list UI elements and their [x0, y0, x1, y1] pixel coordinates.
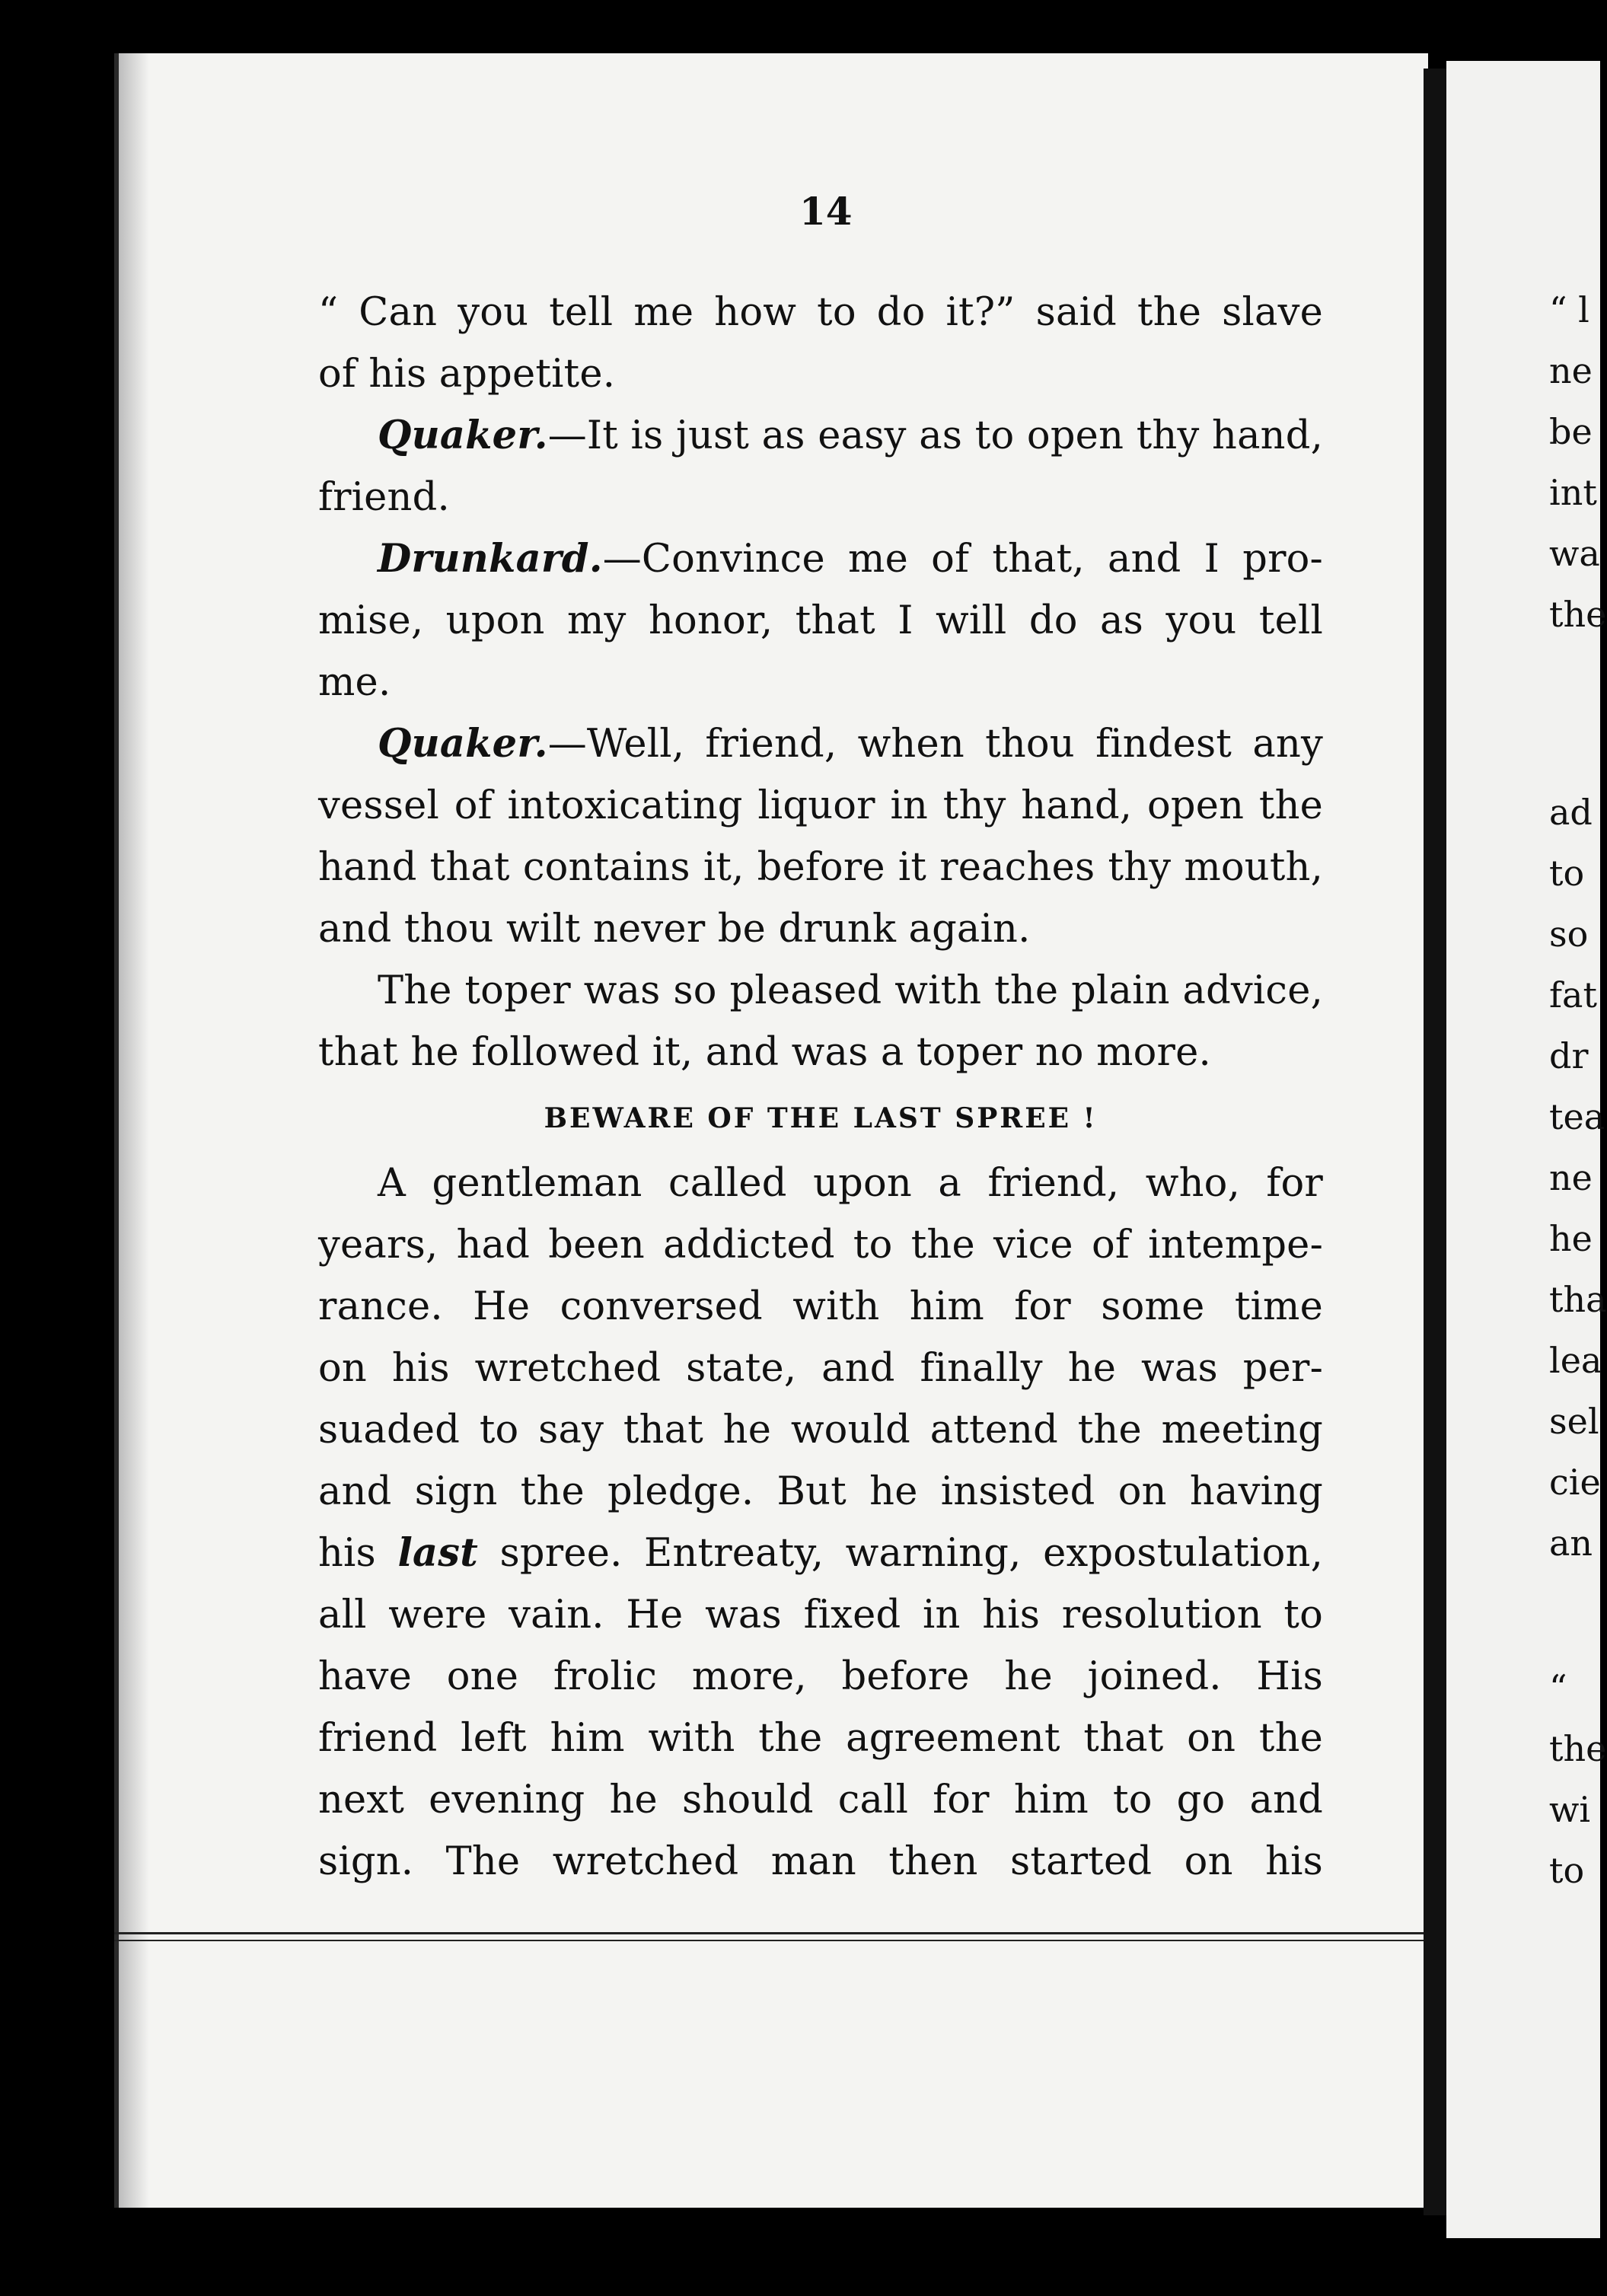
text-segment: —Well, friend, when thou findest any: [547, 722, 1323, 767]
right-page-fragment: tea: [1549, 1096, 1605, 1137]
right-page-fragment: fat: [1549, 974, 1597, 1016]
text-line: [318, 1708, 1323, 1769]
text-line: [318, 775, 1323, 837]
text-line: [318, 405, 1323, 467]
text-line: [318, 282, 1323, 343]
text-segment: spree. Entreaty, warning, expostulation,: [477, 1531, 1324, 1576]
text-line: [318, 1523, 1323, 1584]
page-number: 14: [799, 189, 853, 234]
text-segment: A gentleman called upon a friend, who, for: [378, 1161, 1323, 1206]
text-segment: —Convince me of that, and I pro-: [602, 537, 1323, 582]
text-segment: friend left him with the agreement that on the: [318, 1716, 1323, 1761]
text-segment: mise, upon my honor, that I will do as you tell: [318, 598, 1323, 643]
emphasis-text: Quaker.: [378, 721, 548, 767]
right-page-fragment: the: [1549, 594, 1607, 635]
text-line: [318, 1646, 1323, 1708]
right-page-fragment: ad: [1549, 792, 1593, 833]
emphasis-text: Drunkard.: [378, 536, 603, 582]
text-segment: on his wretched state, and finally he was per-: [318, 1346, 1323, 1391]
text-line: [318, 1584, 1323, 1646]
page-bottom-rule-secondary: [114, 1940, 1424, 1941]
right-page-fragment: int: [1549, 472, 1597, 513]
text-line: [318, 1153, 1323, 1214]
text-line: [318, 343, 1323, 405]
text-line: [318, 713, 1323, 775]
page-bottom-rule: [114, 1932, 1424, 1934]
right-page-fragment: wi: [1549, 1789, 1591, 1830]
text-segment: rance. He conversed with him for some time: [318, 1284, 1323, 1329]
text-segment: and sign the pledge. But he insisted on having: [318, 1469, 1323, 1514]
emphasis-text: Quaker.: [378, 413, 548, 458]
text-line: [318, 837, 1323, 898]
text-line: [318, 1769, 1323, 1831]
text-line: [318, 1338, 1323, 1399]
text-segment: “ Can you tell me how to do it?” said the slave: [318, 290, 1323, 335]
text-line: [318, 960, 1323, 1022]
text-segment: that he followed it, and was a toper no more.: [318, 1030, 1211, 1075]
right-page-fragment: wa: [1549, 533, 1600, 574]
text-segment: suaded to say that he would attend the meeting: [318, 1408, 1323, 1453]
text-line: [318, 1276, 1323, 1338]
text-segment: friend.: [318, 475, 450, 520]
text-line: [318, 1461, 1323, 1523]
text-line: [318, 652, 1323, 713]
text-segment: and thou wilt never be drunk again.: [318, 907, 1031, 952]
text-line: [318, 898, 1323, 960]
text-line: [318, 1831, 1323, 1893]
right-page-fragment: cie: [1549, 1462, 1601, 1503]
text-segment: me.: [318, 660, 391, 705]
text-line: [318, 1399, 1323, 1461]
text-segment: have one frolic more, before he joined. His: [318, 1654, 1323, 1699]
book-gutter: [1424, 69, 1446, 2215]
text-line: [318, 528, 1323, 590]
text-line: [318, 590, 1323, 652]
text-segment: vessel of intoxicating liquor in thy hand, open the: [318, 783, 1323, 828]
right-page-fragment: to: [1549, 1850, 1585, 1891]
text-segment: of his appetite.: [318, 352, 616, 397]
right-page-fragment: “ l: [1549, 289, 1589, 330]
right-page-fragment: ne: [1549, 350, 1593, 391]
text-segment: The toper was so pleased with the plain advice,: [378, 968, 1323, 1013]
right-page-fragment: the: [1549, 1728, 1607, 1769]
text-line: [318, 467, 1323, 528]
section-heading: BEWARE OF THE LAST SPREE !: [544, 1102, 1098, 1134]
right-page-fragment: tha: [1549, 1279, 1607, 1320]
text-line: [318, 1214, 1323, 1276]
right-page-fragment: sel: [1549, 1401, 1599, 1442]
right-page-fragment: ne: [1549, 1157, 1593, 1198]
right-page-text-fragments: [1549, 0, 1607, 2296]
text-segment: years, had been addicted to the vice of intempe-: [318, 1223, 1323, 1268]
text-segment: —It is just as easy as to open thy hand,: [547, 413, 1323, 458]
text-segment: next evening he should call for him to go and: [318, 1778, 1323, 1822]
emphasis-text: last: [397, 1530, 478, 1576]
right-page-fragment: an: [1549, 1523, 1593, 1564]
right-page-fragment: so: [1549, 914, 1589, 955]
right-page-fragment: to: [1549, 853, 1585, 894]
text-line: [318, 1022, 1323, 1083]
right-page-fragment: he: [1549, 1218, 1593, 1259]
right-page-fragment: “: [1549, 1667, 1567, 1708]
text-segment: hand that contains it, before it reaches thy mouth,: [318, 845, 1323, 890]
page-text: [318, 282, 1323, 1893]
right-page-fragment: lea: [1549, 1340, 1602, 1381]
right-page-fragment: dr: [1549, 1035, 1589, 1076]
text-segment: all were vain. He was fixed in his resolution to: [318, 1593, 1323, 1637]
text-segment: his: [318, 1531, 398, 1576]
right-page-fragment: be: [1549, 411, 1593, 452]
text-segment: sign. The wretched man then started on his: [318, 1839, 1323, 1884]
